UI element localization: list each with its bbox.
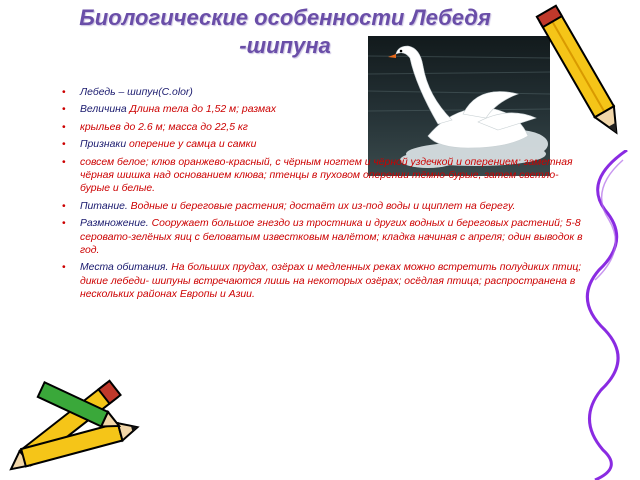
list-item-breeding: • Размножение. Сооружает большое гнездо из тростника и других водных и береговых растений; 5-8 серовато-зелёных яиц с беловатым известковым налётом; кладка начиная с апреля; один выводок в год. bbox=[58, 217, 586, 257]
list-item-habitat: • Места обитания. На больших прудах, озёрах и медленных реках можно встретить полудиких птиц; дикие лебеди- шипуны встречаются лишь на некоторых озёрах; осёдлая птица; распространена в нескольких районах Европы и Азии. bbox=[58, 261, 586, 301]
list-item-size: • Величина Длина тела до 1,52 м; размах bbox=[58, 103, 586, 116]
list-item-food: • Питание. Водные и береговые растения; достаёт их из-под воды и щиплет на берегу. bbox=[58, 200, 586, 213]
title-line-2: -шипуна bbox=[239, 33, 331, 58]
spiral-line bbox=[575, 150, 635, 480]
list-item-wingspan: • крыльев до 2.6 м; масса до 22,5 кг bbox=[58, 121, 586, 134]
pencils-icon bbox=[0, 358, 140, 480]
list-item-features: • Признаки оперение у самца и самки bbox=[58, 138, 586, 151]
pencil-icon bbox=[532, 0, 632, 150]
facts-list bbox=[58, 86, 586, 306]
list-item-name: • Лебедь – шипун(C.olor) bbox=[58, 86, 586, 99]
list-item-plumage: • совсем белое; клюв оранжево-красный, с чёрным ногтем и чёрной уздечкой и оперением; заметная чёрная шишка над основанием клюва; птенцы в пуховом оперении тёмно-бурые, затем светло-бурые и белые. bbox=[58, 156, 586, 196]
title-line-1: Биологические особенности Лебедя bbox=[79, 5, 491, 30]
